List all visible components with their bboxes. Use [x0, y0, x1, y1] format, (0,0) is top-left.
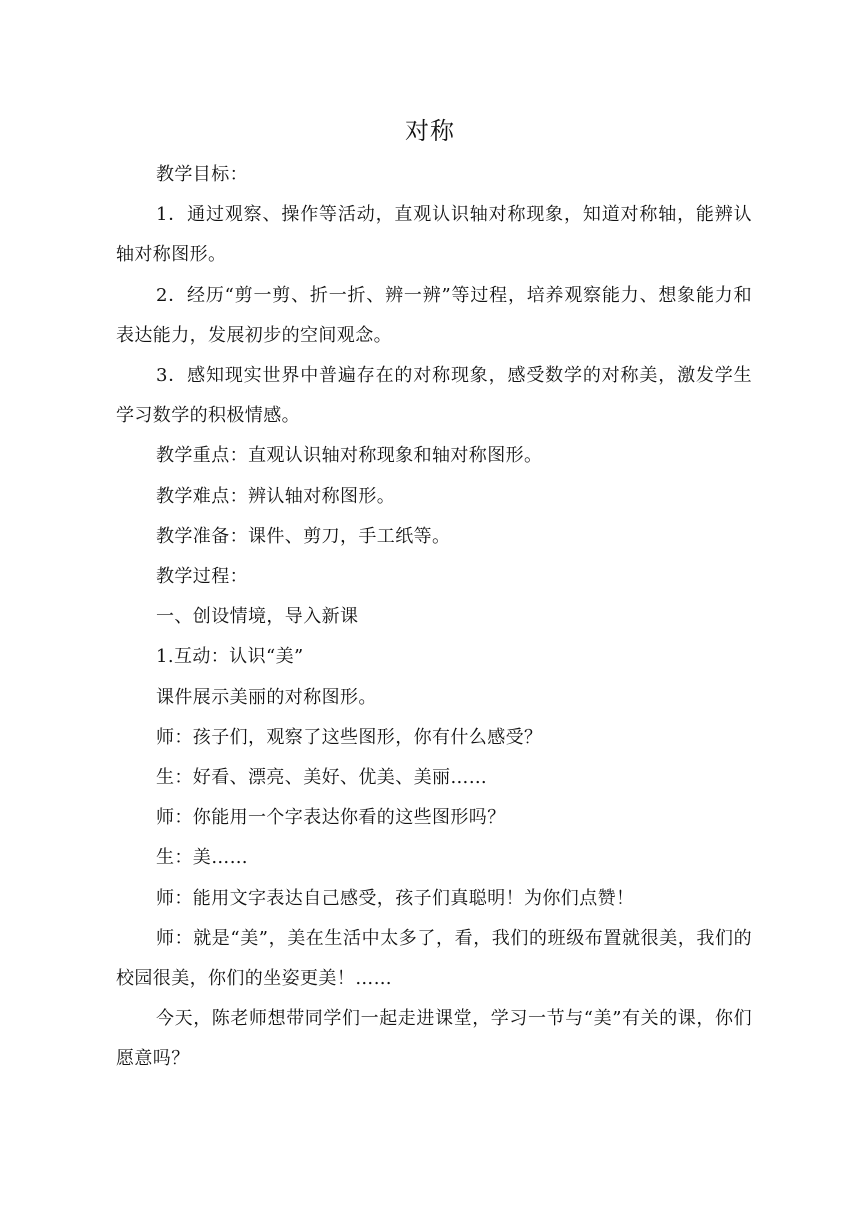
paragraph-teaching-goals-heading: 教学目标： [156, 164, 248, 185]
paragraph-process-heading: 教学过程： [156, 566, 248, 588]
paragraph-dialogue: 生：美…… [156, 847, 248, 869]
document-body [116, 155, 752, 1080]
paragraph-dialogue: 师：你能用一个字表达你看的这些图形吗？ [156, 807, 506, 829]
paragraph-interaction-heading: 1.互动：认识“美” [156, 646, 304, 668]
paragraph-difficulty: 教学难点：辨认轴对称图形。 [156, 485, 396, 507]
paragraph-goal-2: 2．经历“剪一剪、折一折、辨一辨”等过程，培养观察能力、想象能力和表达能力，发展初步的空间观念。 [116, 284, 752, 346]
paragraph-closing: 今天，陈老师想带同学们一起走进课堂，学习一节与“美”有关的课，你们愿意吗？ [116, 1008, 752, 1070]
document-title: 对称 [405, 117, 455, 145]
paragraph-dialogue: 生：好看、漂亮、美好、优美、美丽…… [156, 767, 488, 789]
paragraph-dialogue: 师：孩子们，观察了这些图形，你有什么感受？ [156, 726, 543, 748]
paragraph-preparation: 教学准备：课件、剪刀，手工纸等。 [156, 525, 451, 547]
paragraph-section-1-heading: 一、创设情境，导入新课 [156, 606, 359, 628]
paragraph-goal-3: 3．感知现实世界中普遍存在的对称现象，感受数学的对称美，激发学生学习数学的积极情感。 [116, 365, 752, 427]
paragraph-courseware: 课件展示美丽的对称图形。 [156, 686, 377, 708]
paragraph-key-point: 教学重点：直观认识轴对称现象和轴对称图形。 [156, 445, 543, 467]
paragraph-goal-1: 1．通过观察、操作等活动，直观认识轴对称现象，知道对称轴，能辨认轴对称图形。 [116, 204, 752, 266]
paragraph-dialogue: 师：能用文字表达自己感受，孩子们真聪明！为你们点赞！ [156, 887, 635, 909]
paragraph-dialogue: 师：就是“美”，美在生活中太多了，看，我们的班级布置就很美，我们的校园很美，你们的坐姿更美！…… [116, 927, 752, 990]
